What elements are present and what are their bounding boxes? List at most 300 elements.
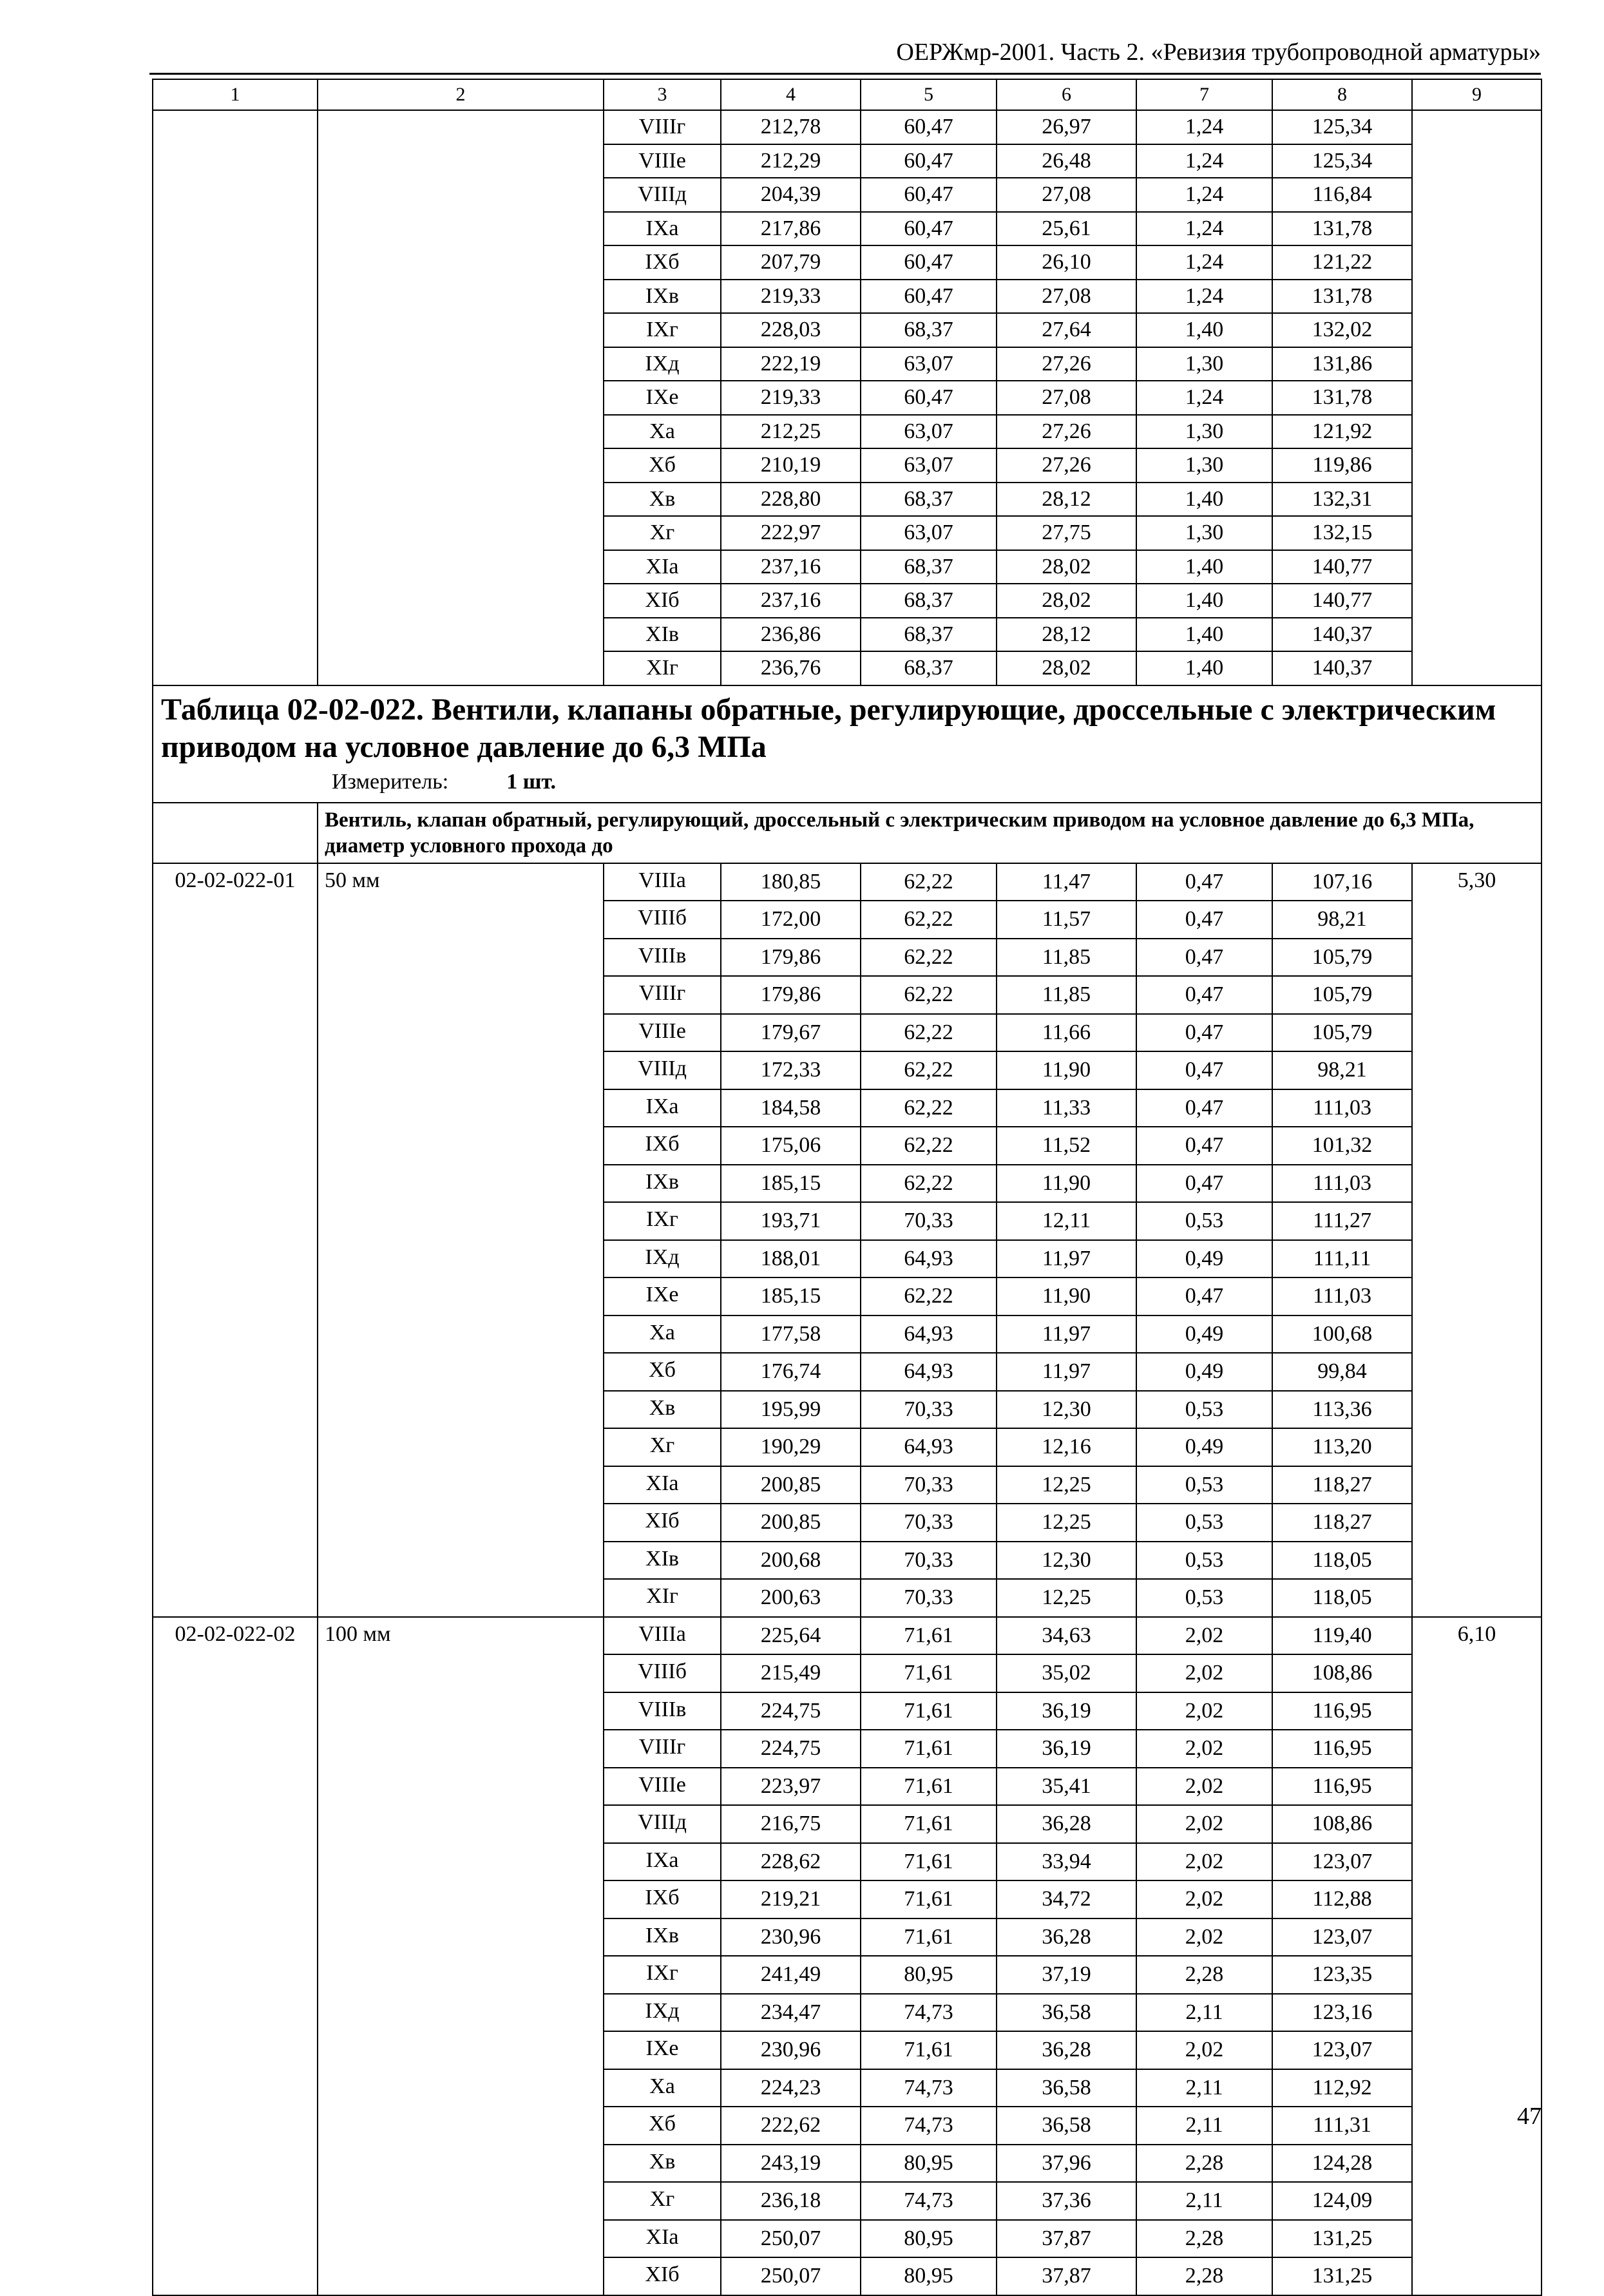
table-cell: 124,28 (1272, 2145, 1412, 2183)
empty-code-cell (153, 803, 318, 863)
table-cell: 123,07 (1272, 1918, 1412, 1956)
table-cell: 62,22 (861, 939, 997, 977)
meter-line (161, 769, 1533, 796)
table-cell: 1,30 (1136, 448, 1272, 483)
table-cell: 2,02 (1136, 1654, 1272, 1692)
table-cell: 11,33 (997, 1089, 1136, 1127)
table-cell: 37,19 (997, 1956, 1136, 1994)
table-cell: IXа (604, 212, 721, 246)
table-cell: 2,02 (1136, 1617, 1272, 1655)
table-cell: 228,80 (721, 483, 861, 517)
column-number-cell: 4 (721, 79, 861, 110)
table-cell: 64,93 (861, 1428, 997, 1466)
table-cell: VIIIб (604, 1654, 721, 1692)
table-cell: Xв (604, 2145, 721, 2183)
table-cell: VIIIв (604, 1692, 721, 1730)
table-cell: 27,08 (997, 178, 1136, 212)
table-cell: 36,19 (997, 1692, 1136, 1730)
table-cell: VIIIв (604, 939, 721, 977)
item-diameter: 50 мм (318, 863, 604, 1617)
table-cell: 60,47 (861, 212, 997, 246)
table-cell: 2,02 (1136, 2031, 1272, 2069)
table-cell: 108,86 (1272, 1805, 1412, 1843)
table-cell: 63,07 (861, 347, 997, 381)
table-cell: 0,53 (1136, 1466, 1272, 1504)
table-row (153, 1617, 1542, 1655)
table-cell: 0,47 (1136, 976, 1272, 1014)
table-cell: 234,47 (721, 1994, 861, 2032)
table-title-row (153, 685, 1542, 803)
table-cell: 11,52 (997, 1127, 1136, 1165)
table-cell: 36,58 (997, 2107, 1136, 2145)
table-cell: Xв (604, 483, 721, 517)
table-cell: VIIIд (604, 1805, 721, 1843)
table-cell: 71,61 (861, 1768, 997, 1806)
table-cell: 74,73 (861, 1994, 997, 2032)
table-cell: XIб (604, 2257, 721, 2295)
table-cell: 60,47 (861, 381, 997, 415)
meter-unit: 1 шт. (506, 769, 557, 794)
table-cell: 1,40 (1136, 618, 1272, 652)
table-cell: 63,07 (861, 516, 997, 550)
table-cell: 118,27 (1272, 1466, 1412, 1504)
table-cell: 70,33 (861, 1466, 997, 1504)
table-cell: 27,26 (997, 347, 1136, 381)
table-cell: 11,90 (997, 1277, 1136, 1315)
table-cell: 2,11 (1136, 2107, 1272, 2145)
table-cell: 74,73 (861, 2182, 997, 2220)
table-cell: Xв (604, 1391, 721, 1429)
table-cell: 64,93 (861, 1353, 997, 1391)
table-cell: 0,53 (1136, 1542, 1272, 1580)
table-cell: 140,37 (1272, 651, 1412, 685)
table-cell: 225,64 (721, 1617, 861, 1655)
table-cell: 216,75 (721, 1805, 861, 1843)
table-cell: 119,40 (1272, 1617, 1412, 1655)
table-cell: 71,61 (861, 1918, 997, 1956)
table-cell: 28,02 (997, 651, 1136, 685)
table-cell: 11,85 (997, 976, 1136, 1014)
table-cell: 62,22 (861, 1127, 997, 1165)
table-cell: 0,47 (1136, 1051, 1272, 1089)
table-cell: 36,28 (997, 2031, 1136, 2069)
table-cell: 132,02 (1272, 313, 1412, 347)
table-cell: 1,30 (1136, 415, 1272, 449)
table-cell: 36,28 (997, 1918, 1136, 1956)
description-row (153, 803, 1542, 863)
table-cell: IXг (604, 1956, 721, 1994)
table-cell: 80,95 (861, 2145, 997, 2183)
table-cell: 28,12 (997, 483, 1136, 517)
table-cell: 1,40 (1136, 651, 1272, 685)
table-cell: 228,62 (721, 1843, 861, 1881)
table-cell: 123,07 (1272, 1843, 1412, 1881)
table-cell: 121,22 (1272, 245, 1412, 280)
table-cell: 27,64 (997, 313, 1136, 347)
table-cell: IXв (604, 280, 721, 314)
table-cell: 71,61 (861, 1730, 997, 1768)
table-cell: 63,07 (861, 415, 997, 449)
document-header: ОЕРЖмр-2001. Часть 2. «Ревизия трубопроводной арматуры» (896, 39, 1541, 66)
table-cell: 250,07 (721, 2220, 861, 2258)
column-number-row (153, 79, 1542, 110)
table-cell: 2,11 (1136, 2069, 1272, 2107)
empty-col9-cell (1412, 110, 1542, 685)
table-cell: 116,95 (1272, 1768, 1412, 1806)
table-cell: 0,47 (1136, 1277, 1272, 1315)
table-cell: VIIIг (604, 976, 721, 1014)
table-cell: 2,02 (1136, 1692, 1272, 1730)
table-cell: Xб (604, 448, 721, 483)
table-cell: 228,03 (721, 313, 861, 347)
table-cell: 200,68 (721, 1542, 861, 1580)
table-cell: 28,02 (997, 550, 1136, 584)
table-cell: 107,16 (1272, 863, 1412, 901)
table-cell: 0,47 (1136, 1165, 1272, 1203)
table-cell: 207,79 (721, 245, 861, 280)
table-cell: 132,15 (1272, 516, 1412, 550)
table-cell: IXд (604, 347, 721, 381)
table-cell: 1,24 (1136, 280, 1272, 314)
table-cell: 1,24 (1136, 212, 1272, 246)
page-number: 47 (1517, 2103, 1542, 2130)
table-cell: 101,32 (1272, 1127, 1412, 1165)
rates-table (152, 79, 1542, 2296)
table-cell: 111,03 (1272, 1165, 1412, 1203)
table-cell: 0,53 (1136, 1579, 1272, 1617)
table-cell: 236,76 (721, 651, 861, 685)
table-cell: 71,61 (861, 2031, 997, 2069)
table-cell: 118,05 (1272, 1542, 1412, 1580)
table-row (153, 863, 1542, 901)
table-cell: XIв (604, 618, 721, 652)
table-cell: 27,08 (997, 280, 1136, 314)
table-cell: 26,10 (997, 245, 1136, 280)
table-cell: 179,86 (721, 939, 861, 977)
table-cell: 177,58 (721, 1315, 861, 1354)
table-cell: 12,16 (997, 1428, 1136, 1466)
table-cell: 0,53 (1136, 1504, 1272, 1542)
table-cell: 68,37 (861, 584, 997, 618)
table-cell: 180,85 (721, 863, 861, 901)
table-cell: 25,61 (997, 212, 1136, 246)
table-cell: 70,33 (861, 1579, 997, 1617)
table-cell: 0,49 (1136, 1240, 1272, 1278)
table-cell: 11,90 (997, 1165, 1136, 1203)
table-cell: 36,58 (997, 1994, 1136, 2032)
table-cell: VIIIе (604, 144, 721, 178)
table-cell: 71,61 (861, 1843, 997, 1881)
table-cell: 74,73 (861, 2107, 997, 2145)
item-description: Вентиль, клапан обратный, регулирующий, дроссельный с электрическим приводом на условное давление до 6,3 МПа, диаметр условного прохода до (318, 803, 1542, 863)
column-number-cell: 2 (318, 79, 604, 110)
table-cell: 0,47 (1136, 1089, 1272, 1127)
table-cell: 98,21 (1272, 901, 1412, 939)
table-cell: 36,19 (997, 1730, 1136, 1768)
table-cell: 2,02 (1136, 1768, 1272, 1806)
table-cell: 195,99 (721, 1391, 861, 1429)
table-cell: 179,86 (721, 976, 861, 1014)
table-cell: 131,86 (1272, 347, 1412, 381)
item-col9: 6,10 (1412, 1617, 1542, 2295)
table-cell: 131,78 (1272, 212, 1412, 246)
table-cell: 243,19 (721, 2145, 861, 2183)
table-cell: 0,49 (1136, 1428, 1272, 1466)
table-cell: XIв (604, 1542, 721, 1580)
table-cell: 124,09 (1272, 2182, 1412, 2220)
column-number-cell: 6 (997, 79, 1136, 110)
table-cell: 71,61 (861, 1692, 997, 1730)
table-cell: 12,30 (997, 1391, 1136, 1429)
table-cell: XIа (604, 550, 721, 584)
table-cell: 26,97 (997, 110, 1136, 144)
table-cell: 11,90 (997, 1051, 1136, 1089)
empty-diameter-cell (318, 110, 604, 685)
table-cell: 2,28 (1136, 1956, 1272, 1994)
table-cell: 123,07 (1272, 2031, 1412, 2069)
table-cell: 0,47 (1136, 1014, 1272, 1052)
table-cell: IXб (604, 1127, 721, 1165)
table-cell: Xа (604, 415, 721, 449)
table-cell: 111,27 (1272, 1202, 1412, 1240)
table-cell: VIIIб (604, 901, 721, 939)
table-cell: 1,30 (1136, 516, 1272, 550)
table-cell: 60,47 (861, 178, 997, 212)
table-cell: 131,25 (1272, 2257, 1412, 2295)
table-cell: VIIIг (604, 110, 721, 144)
column-number-cell: 7 (1136, 79, 1272, 110)
table-cell: IXб (604, 1880, 721, 1918)
table-cell: IXг (604, 313, 721, 347)
column-number-cell: 1 (153, 79, 318, 110)
table-cell: 62,22 (861, 863, 997, 901)
table-cell: 99,84 (1272, 1353, 1412, 1391)
table-cell: 80,95 (861, 2257, 997, 2295)
table-cell: 27,75 (997, 516, 1136, 550)
table-cell: 2,02 (1136, 1843, 1272, 1881)
table-cell: 185,15 (721, 1277, 861, 1315)
table-cell: 68,37 (861, 651, 997, 685)
table-cell: 12,25 (997, 1466, 1136, 1504)
table-cell: 105,79 (1272, 976, 1412, 1014)
table-cell: 2,11 (1136, 2182, 1272, 2220)
table-cell: XIб (604, 1504, 721, 1542)
table-cell: 230,96 (721, 2031, 861, 2069)
table-cell: 80,95 (861, 2220, 997, 2258)
table-cell: 64,93 (861, 1315, 997, 1354)
table-cell: VIIIг (604, 1730, 721, 1768)
table-cell: Xа (604, 2069, 721, 2107)
table-cell: 70,33 (861, 1202, 997, 1240)
table-cell: XIг (604, 1579, 721, 1617)
table-cell: IXд (604, 1240, 721, 1278)
table-cell: 37,87 (997, 2257, 1136, 2295)
table-cell: 224,23 (721, 2069, 861, 2107)
table-cell: 62,22 (861, 901, 997, 939)
table-cell: 185,15 (721, 1165, 861, 1203)
table-cell: 70,33 (861, 1504, 997, 1542)
table-cell: 70,33 (861, 1391, 997, 1429)
table-cell: XIа (604, 1466, 721, 1504)
table-cell: VIIIе (604, 1768, 721, 1806)
table-cell: 113,20 (1272, 1428, 1412, 1466)
table-cell: 60,47 (861, 144, 997, 178)
table-cell: 2,02 (1136, 1730, 1272, 1768)
table-cell: 71,61 (861, 1880, 997, 1918)
table-cell: 112,92 (1272, 2069, 1412, 2107)
column-number-cell: 8 (1272, 79, 1412, 110)
table-cell: IXе (604, 2031, 721, 2069)
table-cell: 11,57 (997, 901, 1136, 939)
table-cell: 116,95 (1272, 1692, 1412, 1730)
table-cell: 210,19 (721, 448, 861, 483)
table-cell: 11,85 (997, 939, 1136, 977)
table-cell: 68,37 (861, 550, 997, 584)
table-cell: 1,40 (1136, 550, 1272, 584)
table-cell: IXд (604, 1994, 721, 2032)
table-cell: 62,22 (861, 1051, 997, 1089)
table-cell: 11,97 (997, 1315, 1136, 1354)
table-cell: 36,58 (997, 2069, 1136, 2107)
table-cell: 37,96 (997, 2145, 1136, 2183)
table-cell: 34,63 (997, 1617, 1136, 1655)
table-cell: 111,31 (1272, 2107, 1412, 2145)
table-cell: IXб (604, 245, 721, 280)
table-cell: 222,19 (721, 347, 861, 381)
table-cell: 121,92 (1272, 415, 1412, 449)
table-cell: VIIIа (604, 1617, 721, 1655)
table-cell: IXв (604, 1165, 721, 1203)
table-cell: Xб (604, 1353, 721, 1391)
table-cell: 2,02 (1136, 1918, 1272, 1956)
table-cell: 98,21 (1272, 1051, 1412, 1089)
table-cell: 250,07 (721, 2257, 861, 2295)
table-cell: 12,11 (997, 1202, 1136, 1240)
table-cell: 12,25 (997, 1504, 1136, 1542)
table-cell: VIIIд (604, 1051, 721, 1089)
table-cell: 71,61 (861, 1617, 997, 1655)
table-cell: 2,02 (1136, 1805, 1272, 1843)
table-cell: 172,33 (721, 1051, 861, 1089)
table-cell: 188,01 (721, 1240, 861, 1278)
table-cell: 11,97 (997, 1240, 1136, 1278)
table-cell: 2,02 (1136, 1880, 1272, 1918)
table-cell: 1,24 (1136, 245, 1272, 280)
meter-label: Измеритель: (332, 769, 449, 794)
table-cell: Xг (604, 516, 721, 550)
table-cell: 0,49 (1136, 1353, 1272, 1391)
table-cell: 1,40 (1136, 483, 1272, 517)
table-cell: 212,29 (721, 144, 861, 178)
table-title-cell (153, 685, 1542, 803)
table-cell: 131,78 (1272, 381, 1412, 415)
table-cell: 193,71 (721, 1202, 861, 1240)
table-cell: 35,41 (997, 1768, 1136, 1806)
table-cell: 68,37 (861, 618, 997, 652)
table-cell: 219,33 (721, 280, 861, 314)
table-cell: 71,61 (861, 1654, 997, 1692)
table-cell: 71,61 (861, 1805, 997, 1843)
table-cell: 68,37 (861, 313, 997, 347)
table-cell: 0,53 (1136, 1202, 1272, 1240)
table-cell: 108,86 (1272, 1654, 1412, 1692)
table-cell: 175,06 (721, 1127, 861, 1165)
table-cell: 1,40 (1136, 584, 1272, 618)
column-number-cell: 5 (861, 79, 997, 110)
table-cell: 100,68 (1272, 1315, 1412, 1354)
table-cell: 140,37 (1272, 618, 1412, 652)
table-cell: 0,47 (1136, 863, 1272, 901)
table-cell: 74,73 (861, 2069, 997, 2107)
item-code: 02-02-022-01 (153, 863, 318, 1617)
table-cell: 111,03 (1272, 1089, 1412, 1127)
table-cell: 62,22 (861, 1277, 997, 1315)
table-row (153, 110, 1542, 144)
table-cell: 123,35 (1272, 1956, 1412, 1994)
table-cell: 219,33 (721, 381, 861, 415)
table-cell: VIIIа (604, 863, 721, 901)
table-cell: IXг (604, 1202, 721, 1240)
table-cell: 60,47 (861, 110, 997, 144)
table-cell: 113,36 (1272, 1391, 1412, 1429)
table-cell: 176,74 (721, 1353, 861, 1391)
table-cell: 63,07 (861, 448, 997, 483)
table-cell: 28,02 (997, 584, 1136, 618)
table-cell: 131,78 (1272, 280, 1412, 314)
table-cell: VIIIд (604, 178, 721, 212)
table-cell: 36,28 (997, 1805, 1136, 1843)
table-cell: 118,05 (1272, 1579, 1412, 1617)
table-cell: 2,11 (1136, 1994, 1272, 2032)
table-cell: 70,33 (861, 1542, 997, 1580)
table-cell: 119,86 (1272, 448, 1412, 483)
table-cell: 27,26 (997, 415, 1136, 449)
table-cell: 1,30 (1136, 347, 1272, 381)
table-cell: 1,24 (1136, 110, 1272, 144)
table-cell: 140,77 (1272, 584, 1412, 618)
empty-code-cell (153, 110, 318, 685)
table-cell: 224,75 (721, 1692, 861, 1730)
table-cell: 0,47 (1136, 901, 1272, 939)
table-cell: 37,36 (997, 2182, 1136, 2220)
table-cell: Xб (604, 2107, 721, 2145)
table-cell: 62,22 (861, 1165, 997, 1203)
table-cell: 200,85 (721, 1504, 861, 1542)
item-col9: 5,30 (1412, 863, 1542, 1617)
item-diameter: 100 мм (318, 1617, 604, 2295)
table-cell: 222,62 (721, 2107, 861, 2145)
column-number-cell: 9 (1412, 79, 1542, 110)
table-cell: Xг (604, 2182, 721, 2220)
table-cell: 223,97 (721, 1768, 861, 1806)
column-number-cell: 3 (604, 79, 721, 110)
table-cell: 27,08 (997, 381, 1136, 415)
table-cell: 125,34 (1272, 110, 1412, 144)
table-cell: 11,97 (997, 1353, 1136, 1391)
table-cell: 204,39 (721, 178, 861, 212)
table-cell: 215,49 (721, 1654, 861, 1692)
table-cell: 37,87 (997, 2220, 1136, 2258)
table-cell: 12,25 (997, 1579, 1136, 1617)
table-cell: 190,29 (721, 1428, 861, 1466)
table-cell: 116,95 (1272, 1730, 1412, 1768)
table-cell: 80,95 (861, 1956, 997, 1994)
table-cell: 1,24 (1136, 178, 1272, 212)
table-cell: 12,30 (997, 1542, 1136, 1580)
table-cell: 224,75 (721, 1730, 861, 1768)
table-cell: 140,77 (1272, 550, 1412, 584)
item-code: 02-02-022-02 (153, 1617, 318, 2295)
